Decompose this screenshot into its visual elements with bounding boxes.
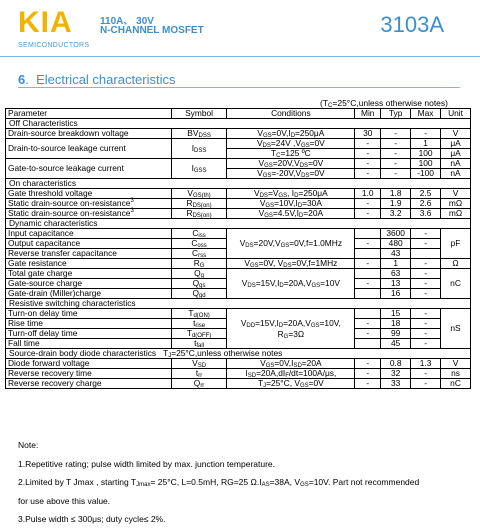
table-row [6,129,471,139]
notes-title: Note: [18,440,39,450]
min [355,249,381,259]
group-row [6,349,471,359]
max: - [411,259,441,269]
param: Reverse recovery time [6,369,172,379]
param: Total gate charge [6,269,172,279]
col-header: Typ [381,109,411,119]
typ: 18 [381,319,411,329]
param: Drain-to-source leakage current [6,139,172,159]
conditions: $V_{GS}=20V,V_{DS}=0V$ [227,159,355,169]
section-number: 6 [18,72,26,87]
conditions: $V_{GS}=0V,I_D=250\mu A$ [227,129,355,139]
table-row [6,189,471,199]
table-row [6,359,471,369]
typ: 1.8 [381,189,411,199]
col-header: Symbol [171,109,227,119]
section-title: 6. Electrical characteristics [18,72,176,87]
max: - [411,239,441,249]
min [355,339,381,349]
conditions: $V_{DS}=15V,I_D=20A,V_{GS}=10V$ [227,269,355,299]
unit: nA [441,169,471,179]
param: Rise time [6,319,172,329]
symbol: $t_{rise}$ [171,319,227,329]
symbol: $C_{iss}$ [171,229,227,239]
min [355,269,381,279]
min: - [355,259,381,269]
typ: 99 [381,329,411,339]
sw-cond-line2: $R_G=3\Omega$ [277,328,305,340]
typ: 45 [381,339,411,349]
group-title: On characteristics [6,179,471,189]
conditions: $V_{GS}=0V$, $V_{DS}=0V,f=1MHz$ [227,259,355,269]
typ: 0.8 [381,359,411,369]
table-row [6,229,471,239]
unit: μA [441,149,471,159]
spec-rating: 110A、 30V [100,16,154,27]
condition-note: ($T_C=25^\circ C,unless$ otherwise notes) [320,98,448,109]
symbol: $V_{SD}$ [171,359,227,369]
max: - [411,329,441,339]
param: Output capacitance [6,239,172,249]
conditions: $V_{GS}=0V,I_{SD}=20A$ [227,359,355,369]
group-row [6,299,471,309]
symbol: $R_{DS(on)}$ [171,209,227,219]
param: Reverse recovery charge [6,379,172,389]
param: Turn-on delay time [6,309,172,319]
group-title: Resistive switching characteristics [6,299,471,309]
symbol: $t_{rr}$ [171,369,227,379]
param: Static drain-source on-resistance$^3$ [6,209,172,219]
col-header: Unit [441,109,471,119]
max: - [411,289,441,299]
conditions: $V_{GS}=-20V,V_{DS}=0V$ [227,169,355,179]
typ: 3.2 [381,209,411,219]
typ: 480 [381,239,411,249]
typ: 16 [381,289,411,299]
unit: V [441,359,471,369]
max: 100 [411,149,441,159]
typ: 1.9 [381,199,411,209]
typ: 33 [381,379,411,389]
col-header: Conditions [227,109,355,119]
electrical-characteristics-table [5,108,471,389]
conditions: $V_{DS}=24V$ $,V_{GS}=0V$ [227,139,355,149]
max: - [411,379,441,389]
param: Gate resistance [6,259,172,269]
group-title [6,349,471,359]
conditions: $V_{GS}=10V,I_D=30A$ [227,199,355,209]
min: - [355,369,381,379]
note-1: 1.Repetitive rating; pulse width limited by max. junction temperature. [18,458,276,469]
table-row [6,369,471,379]
symbol: $BV_{DSS}$ [171,129,227,139]
min: - [355,139,381,149]
unit: Ω [441,259,471,269]
max: 100 [411,159,441,169]
max: -100 [411,169,441,179]
unit: pF [441,229,471,259]
param: Static drain-source on-resistance$^3$ [6,199,172,209]
min [355,229,381,239]
company-logo: KIA [18,6,73,39]
symbol: $I_{GSS}$ [171,159,227,179]
symbol: $C_{oss}$ [171,239,227,249]
typ: - [381,169,411,179]
max: - [411,129,441,139]
table-row [6,159,471,169]
typ: 1 [381,259,411,269]
max: - [411,309,441,319]
unit: ns [441,369,471,379]
typ: 32 [381,369,411,379]
conditions: $T_J=25^\circ C$, $V_{GS}=0V$ [227,379,355,389]
group-row [6,119,471,129]
symbol: $R_{DS(on)}$ [171,199,227,209]
min: - [355,239,381,249]
group-title: Dynamic characteristics [6,219,471,229]
typ: 43 [381,249,411,259]
conditions: $V_{DS}=20V,V_{GS}=0V,f=1.0MHz$ [227,229,355,259]
param: Turn-off delay time [6,329,172,339]
group-title: Off Characteristics [6,119,471,129]
symbol: $Q_{gs}$ [171,279,227,289]
symbol: $Q_{gd}$ [171,289,227,299]
typ: 3600 [381,229,411,239]
max: 1 [411,139,441,149]
col-header: Parameter [6,109,172,119]
conditions [227,309,355,349]
symbol: $T_{d(OFF)}$ [171,329,227,339]
typ: - [381,159,411,169]
unit: mΩ [441,209,471,219]
note-2: 2.Limited by T Jmax , starting $T_{Jmax}= 25^\circ C$, L=0.5mH, RG=25 $\Omega.I_{AS}=38A$, $V_{GS}=10V$. Part not recommended [18,477,420,488]
max: - [411,229,441,239]
unit: nS [441,309,471,349]
max: - [411,269,441,279]
symbol: $Q_g$ [171,269,227,279]
unit: mΩ [441,199,471,209]
group-title-text: Source-drain body diode characteristics [9,348,157,358]
typ: - [381,129,411,139]
typ: - [381,149,411,159]
table-row [6,199,471,209]
header-divider [0,56,480,57]
typ: - [381,139,411,149]
col-header: Max [411,109,441,119]
typ: 15 [381,309,411,319]
table-row [6,309,471,319]
max: 2.5 [411,189,441,199]
symbol: $T_{d(ON)}$ [171,309,227,319]
max: 2.6 [411,199,441,209]
device-type: N-CHANNEL MOSFET [100,25,204,36]
max: 1.3 [411,359,441,369]
page-header [0,0,480,60]
unit: nC [441,379,471,389]
note-2-cont: for use above this value. [18,495,111,506]
symbol: $C_{rss}$ [171,249,227,259]
unit: V [441,189,471,199]
symbol: $V_{GS(th)}$ [171,189,227,199]
param: Fall time [6,339,172,349]
min: 1.0 [355,189,381,199]
group-condition: $T_J=25^\circ C,unless$ otherwise notes [163,348,283,359]
param: Reverse transfer capacitance [6,249,172,259]
col-header: Min [355,109,381,119]
conditions: $T_C=125$ ºC [227,149,355,159]
min: - [355,169,381,179]
typ: 63 [381,269,411,279]
min: - [355,319,381,329]
param: Drain-source breakdown voltage [6,129,172,139]
section-divider [18,87,460,88]
max: - [411,279,441,289]
company-tagline: SEMICONDUCTORS [18,42,90,49]
min: - [355,279,381,289]
param: Diode forward voltage [6,359,172,369]
min: - [355,359,381,369]
param: Input capacitance [6,229,172,239]
symbol: $Q_{rr}$ [171,379,227,389]
table-row [6,209,471,219]
table-row [6,269,471,279]
symbol: $t_{fall}$ [171,339,227,349]
min: - [355,379,381,389]
max [411,249,441,259]
param: Gate threshold voltage [6,189,172,199]
max: - [411,319,441,329]
symbol: $I_{DSS}$ [171,139,227,159]
param: Gate-source charge [6,279,172,289]
unit: nC [441,269,471,299]
min: - [355,209,381,219]
note-3: 3.Pulse width ≤ 300μs; duty cycle≤ 2%. [18,514,166,524]
unit: nA [441,159,471,169]
table-header-row [6,109,471,119]
min: - [355,329,381,339]
max: - [411,369,441,379]
group-row [6,179,471,189]
section-title-text: Electrical characteristics [36,72,176,87]
min: 30 [355,129,381,139]
param: Gate-to-source leakage current [6,159,172,179]
min: - [355,149,381,159]
max: 3.6 [411,209,441,219]
unit: V [441,129,471,139]
sw-cond-line1: $V_{DD}=15V,I_D=20A,V_{GS}=10V$, [240,317,341,329]
min: - [355,159,381,169]
param: Gate-drain (Miller)charge [6,289,172,299]
table-row [6,259,471,269]
group-row [6,219,471,229]
table-row [6,379,471,389]
table-row [6,139,471,149]
conditions: $I_{SD}=20A,dI_F/dt=100A/\mu s$, [227,369,355,379]
symbol: $R_G$ [171,259,227,269]
unit: μA [441,139,471,149]
min [355,289,381,299]
min: - [355,199,381,209]
conditions: $V_{GS}=4.5V,I_D=20A$ [227,209,355,219]
conditions: $V_{DS}=V_{GS}$, $I_D=250\mu A$ [227,189,355,199]
typ: 13 [381,279,411,289]
min [355,309,381,319]
part-number: 3103A [380,12,444,37]
max: - [411,339,441,349]
